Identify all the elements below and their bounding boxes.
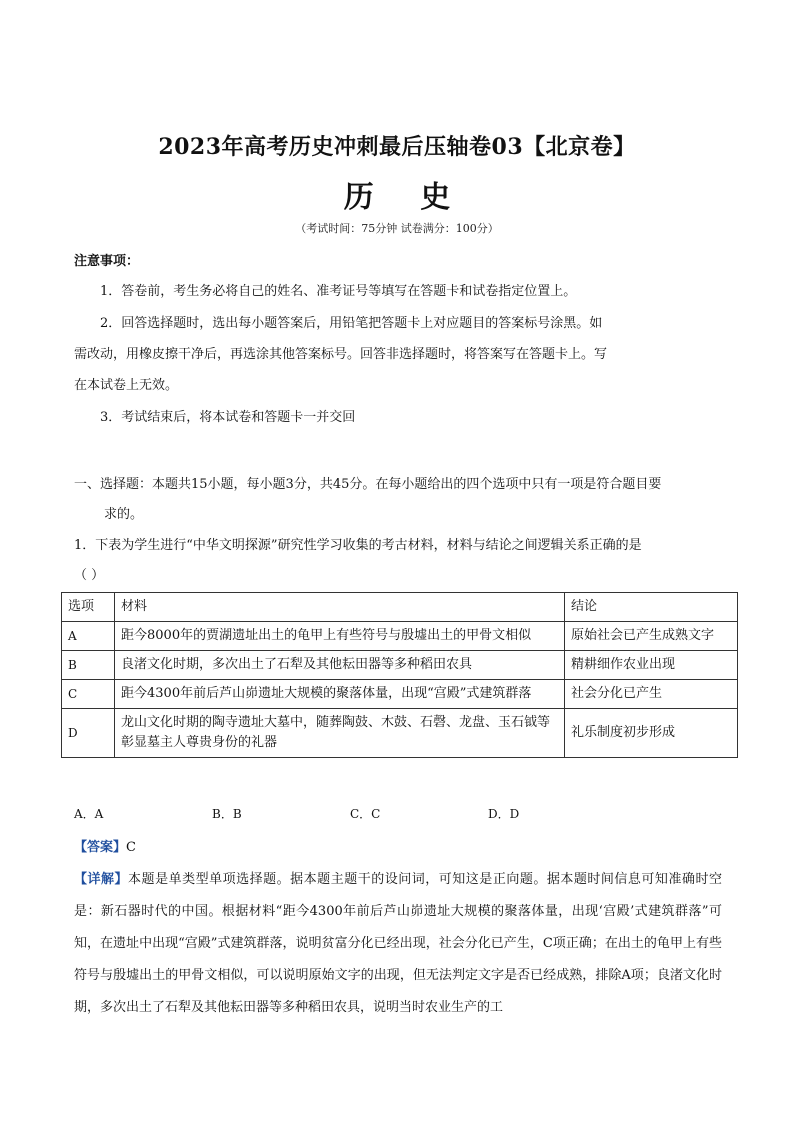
table-header: 结论 — [565, 593, 738, 622]
table-cell-material: 距今8000年的贾湖遗址出土的龟甲上有些符号与殷墟出土的甲骨文相似 — [115, 622, 565, 651]
option-b: B．B — [212, 807, 242, 821]
table-cell-result: 原始社会已产生成熟文字 — [565, 622, 738, 651]
table-header-row — [62, 593, 738, 622]
notice-item-3: 3．考试结束后，将本试卷和答题卡一并交回 — [100, 410, 356, 425]
answer-value: C — [126, 840, 136, 855]
section-line-1: 一、选择题：本题共15小题，每小题3分，共45分。在每小题给出的四个选项中只有一项是符合题目要 — [74, 477, 662, 492]
table-header: 材料 — [115, 593, 565, 622]
table-cell-result: 社会分化已产生 — [565, 680, 738, 709]
table-row — [62, 622, 738, 651]
section-line-2: 求的。 — [104, 507, 144, 522]
table-row — [62, 680, 738, 709]
table-cell-result: 礼乐制度初步形成 — [565, 709, 738, 758]
notice-item-2-line-3: 在本试卷上无效。 — [74, 378, 179, 393]
table-cell-option: C — [62, 680, 115, 709]
question-stem: 1．下表为学生进行“中华文明探源”研究性学习收集的考古材料，材料与结论之间逻辑关系正确的是 — [74, 538, 642, 553]
table-header: 选项 — [62, 593, 115, 622]
exam-title: 2023年高考历史冲刺最后压轴卷03【北京卷】 — [158, 134, 636, 160]
option-a: A．A — [74, 807, 104, 821]
answer-line — [74, 836, 136, 855]
answer-paren: （ ） — [74, 568, 105, 583]
material-table — [61, 592, 738, 758]
notice-item-1: 1．答卷前，考生务必将自己的姓名、准考证号等填写在答题卡和试卷指定位置上。 — [100, 284, 577, 299]
table-cell-result: 精耕细作农业出现 — [565, 651, 738, 680]
notice-title: 注意事项： — [74, 254, 140, 269]
explanation-text: 本题是单类型单项选择题。据本题主题干的设问词，可知这是正向题。据本题时间信息可知准确时空是：新石器时代的中国。根据材料“距今4300年前后芦山峁遗址大规模的聚落体量，出现‘宫殿’式建筑群落”可知，在遗址中出现“宫殿”式建筑群落，说明贫富分化已经出现，社会分化已产生，C项正确；在出土的龟甲上有些符号与殷墟出土的甲骨文相似，可以说明原始文字的出现，但无法判定文字是否已经成熟，排除A项；良渚文化时期，多次出土了石犁及其他耘田器等多种稻田农具，说明当时农业生产的工 — [74, 872, 722, 1015]
notice-item-2-line-2: 需改动，用橡皮擦干净后，再选涂其他答案标号。回答非选择题时，将答案写在答题卡上。写 — [74, 347, 608, 362]
table-cell-material: 龙山文化时期的陶寺遗址大墓中，随葬陶鼓、木鼓、石磬、龙盘、玉石钺等彰显墓主人尊贵身份的礼器 — [115, 709, 565, 758]
table-row — [62, 651, 738, 680]
choice-options — [74, 805, 626, 822]
table-cell-material: 良渚文化时期，多次出土了石犁及其他耘田器等多种稻田农具 — [115, 651, 565, 680]
table-cell-option: A — [62, 622, 115, 651]
table-cell-material: 距今4300年前后芦山峁遗址大规模的聚落体量，出现“宫殿”式建筑群落 — [115, 680, 565, 709]
answer-label: 【答案】 — [74, 840, 127, 855]
table-row — [62, 709, 738, 758]
explanation-label: 【详解】 — [74, 872, 129, 887]
table-cell-option: B — [62, 651, 115, 680]
subject-heading: 历 史 — [343, 180, 469, 215]
option-d: D．D — [488, 807, 520, 821]
section-instructions — [74, 470, 724, 530]
table-cell-option: D — [62, 709, 115, 758]
notice-item-2-line-1: 2．回答选择题时，选出每小题答案后，用铅笔把答题卡上对应题目的答案标号涂黑。如 — [100, 316, 603, 331]
explanation-paragraph — [74, 864, 722, 1024]
exam-info: （考试时间：75分钟 试卷满分：100分） — [295, 222, 499, 235]
option-c: C．C — [350, 807, 381, 821]
